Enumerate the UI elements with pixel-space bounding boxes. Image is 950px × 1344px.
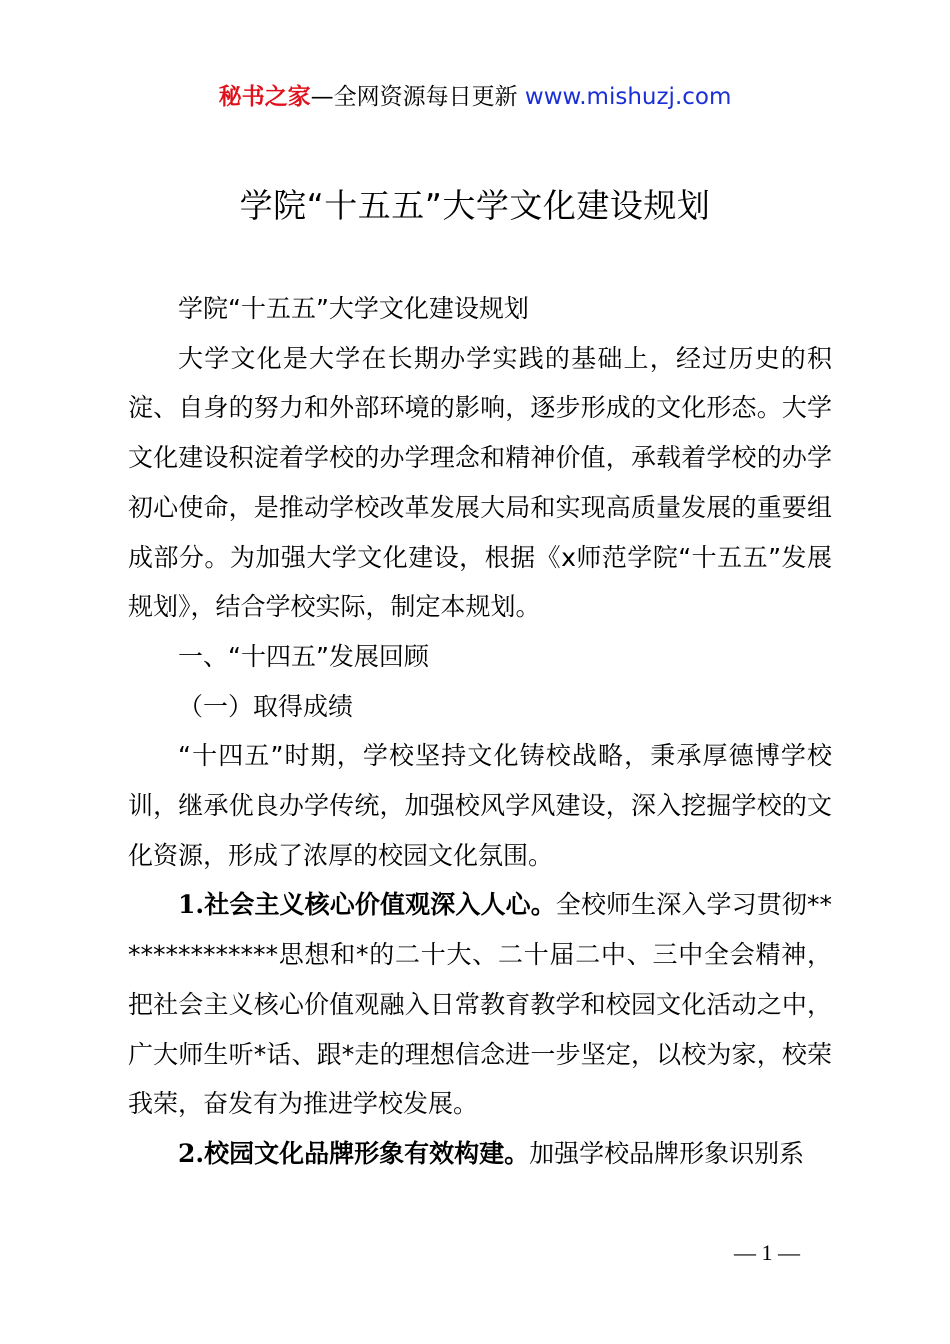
document-title: 学院“十五五”大学文化建设规划 xyxy=(239,186,711,225)
page-number: — 1 — xyxy=(734,1240,800,1265)
item-1-paragraph xyxy=(128,880,832,1129)
item-2-heading: 2.校园文化品牌形象有效构建。 xyxy=(178,1138,530,1168)
intro-paragraph: 大学文化是大学在长期办学实践的基础上，经过历史的积淀、自身的努力和外部环境的影响，逐步形成的文化形态。大学文化建设积淀着学校的办学理念和精神价值，承载着学校的办学初心使命，是推动学校改革发展大局和实现高质量发展的重要组成部分。为加强大学文化建设，根据《x师范学院“十五五”发展规划》，结合学校实际，制定本规划。 xyxy=(128,343,832,622)
subsection-heading: （一）取得成绩 xyxy=(178,691,354,721)
site-url-link[interactable]: www.mishuzj.com xyxy=(524,84,732,110)
subtitle-paragraph: 学院“十五五”大学文化建设规划 xyxy=(178,294,529,323)
section-heading: 一、“十四五”发展回顾 xyxy=(178,641,429,671)
site-header xyxy=(0,80,950,114)
site-brand: 秘书之家 xyxy=(218,84,311,110)
item-1-heading: 1.社会主义核心价值观深入人心。 xyxy=(178,890,556,920)
item-2-paragraph xyxy=(128,1129,832,1179)
document-body xyxy=(128,284,832,1179)
item-1-text: 全校师生深入学习贯彻**************思想和*的二十大、二十届二中、三中全会精神，把社会主义核心价值观融入日常教育教学和校园文化活动之中，广大师生听*话、跟*走的理想信念进一步坚定，以校为家，校荣我荣，奋发有为推进学校发展。 xyxy=(128,890,832,1119)
review-paragraph: “十四五”时期，学校坚持文化铸校战略，秉承厚德博学校训，继承优良办学传统，加强校风学风建设，深入挖掘学校的文化资源，形成了浓厚的校园文化氛围。 xyxy=(128,741,832,870)
item-2-text: 加强学校品牌形象识别系 xyxy=(529,1138,805,1168)
site-slogan: —全网资源每日更新 xyxy=(310,84,525,110)
